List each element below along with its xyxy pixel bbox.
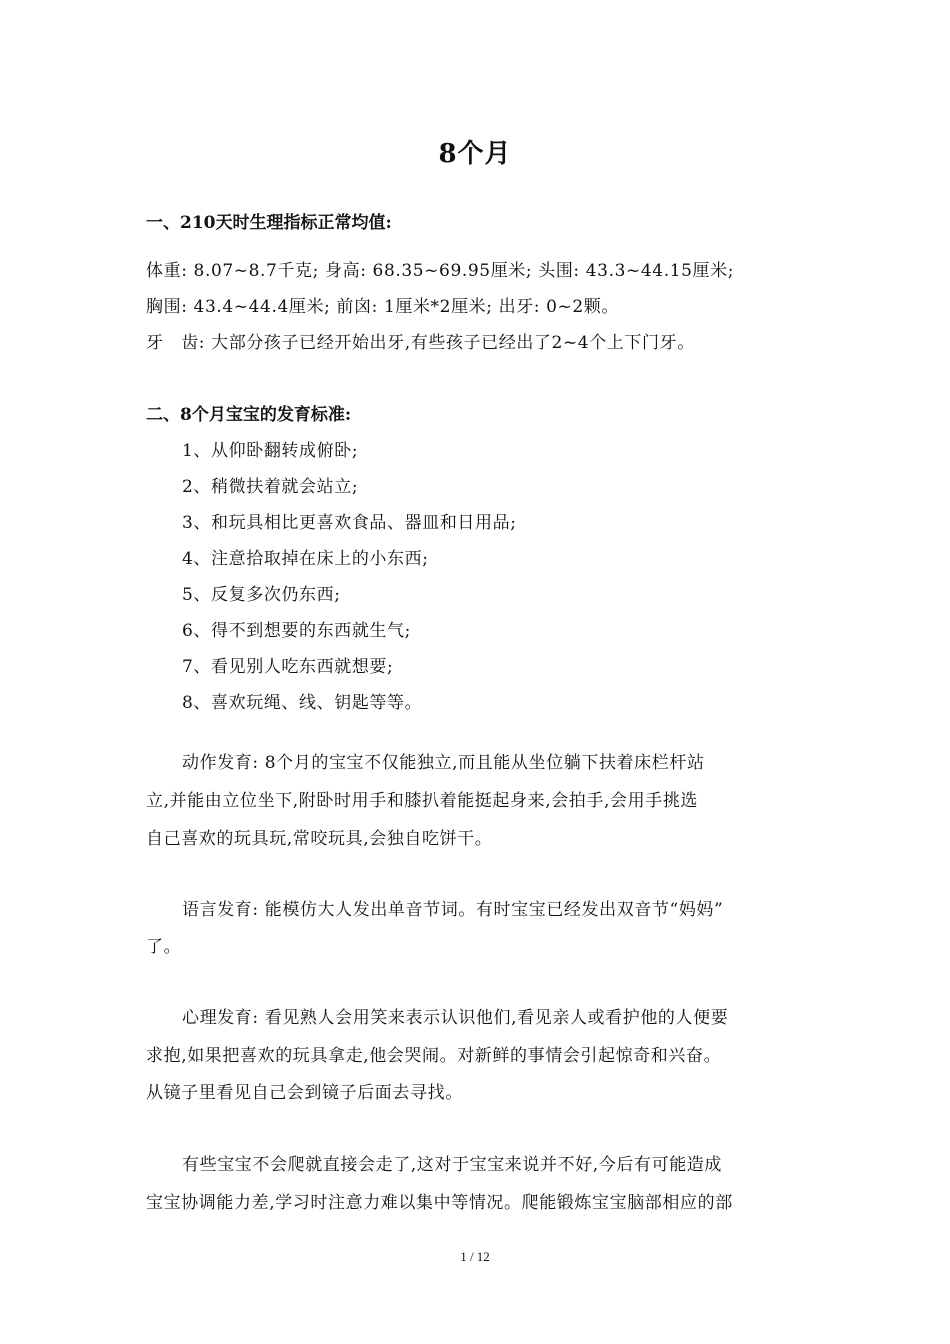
list-item: 3、和玩具相比更喜欢食品、器皿和日用品;: [182, 513, 517, 533]
motor-paragraph-line: 自己喜欢的玩具玩,常咬玩具,会独自吃饼干。: [146, 829, 493, 849]
psychology-paragraph-line: 从镜子里看见自己会到镜子后面去寻找。: [146, 1083, 463, 1103]
list-item: 7、看见别人吃东西就想要;: [182, 657, 394, 677]
page-title: 8个月: [438, 139, 512, 169]
crawling-paragraph-line: 有些宝宝不会爬就直接会走了,这对于宝宝来说并不好,今后有可能造成: [182, 1155, 723, 1175]
list-item: 5、反复多次仍东西;: [182, 585, 341, 605]
list-item: 4、注意拾取掉在床上的小东西;: [182, 549, 429, 569]
language-paragraph-line: 了。: [146, 937, 182, 957]
crawling-paragraph-line: 宝宝协调能力差,学习时注意力难以集中等情况。爬能锻炼宝宝脑部相应的部: [146, 1193, 733, 1213]
psychology-paragraph-line: 心理发育: 看见熟人会用笑来表示认识他们,看见亲人或看护他的人便要: [182, 1008, 729, 1028]
physiology-line: 胸围: 43.4~44.4厘米; 前囟: 1厘米*2厘米; 出牙: 0~2颗。: [146, 297, 620, 317]
language-paragraph-line: 语言发育: 能模仿大人发出单音节词。有时宝宝已经发出双音节“妈妈”: [182, 900, 724, 920]
physiology-line: 体重: 8.07~8.7千克; 身高: 68.35~69.95厘米; 头围: 43.3~44.15厘米;: [146, 261, 735, 281]
motor-paragraph-line: 动作发育: 8个月的宝宝不仅能独立,而且能从坐位躺下扶着床栏杆站: [182, 753, 705, 773]
section2-heading: 二、8个月宝宝的发育标准:: [146, 405, 352, 425]
teeth-line: 牙 齿: 大部分孩子已经开始出牙,有些孩子已经出了2~4个上下门牙。: [146, 333, 695, 353]
list-item: 1、从仰卧翻转成俯卧;: [182, 441, 359, 461]
section1-heading: 一、210天时生理指标正常均值:: [146, 213, 392, 233]
motor-paragraph-line: 立,并能由立位坐下,附卧时用手和膝扒着能挺起身来,会拍手,会用手挑选: [146, 791, 699, 811]
list-item: 2、稍微扶着就会站立;: [182, 477, 359, 497]
list-item: 6、得不到想要的东西就生气;: [182, 621, 411, 641]
list-item: 8、喜欢玩绳、线、钥匙等等。: [182, 693, 423, 713]
psychology-paragraph-line: 求抱,如果把喜欢的玩具拿走,他会哭闹。对新鲜的事情会引起惊奇和兴奋。: [146, 1046, 722, 1066]
page-number: 1 / 12: [460, 1249, 490, 1264]
